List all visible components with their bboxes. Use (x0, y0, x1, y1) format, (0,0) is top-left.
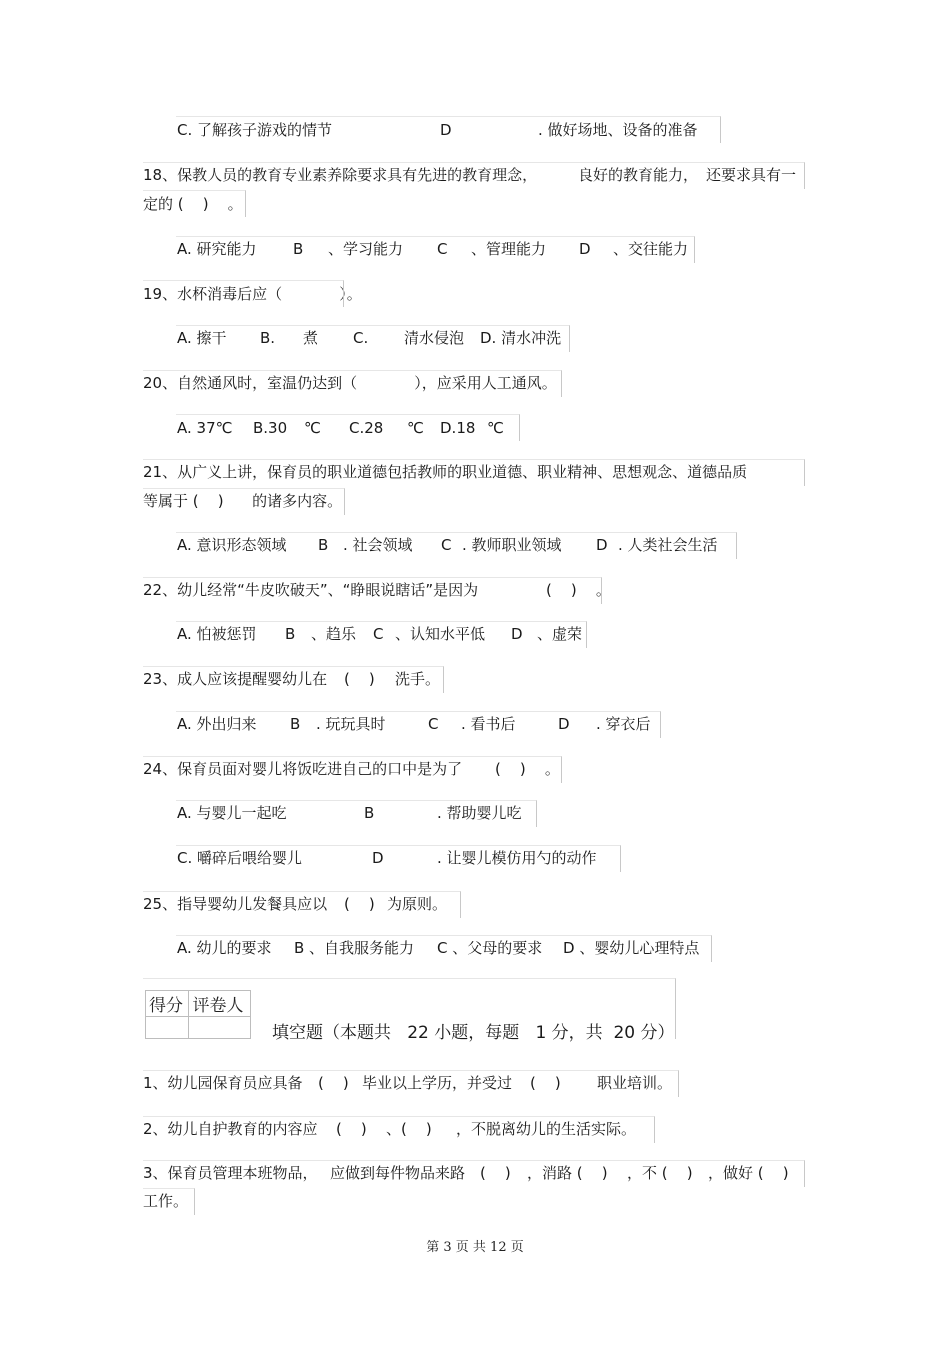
q19-option: D. 清水冲洗 (480, 329, 562, 347)
question-24: 24、保育员面对婴儿将饭吃进自己的口中是为了 (143, 760, 463, 778)
q23-option: . 看书后 (461, 715, 516, 733)
question-18-line2: 定的 ( ) 。 (143, 195, 243, 213)
fill-3-c1: ，消路 ( ) (527, 1164, 608, 1182)
q18-option: B (293, 240, 304, 258)
q23-option: C (428, 715, 439, 733)
line-border (143, 488, 345, 515)
q21-option: . 教师职业领域 (462, 536, 562, 554)
option-d-text: . 做好场地、设备的准备 (538, 121, 698, 139)
q22-option: D (511, 625, 523, 643)
question-18-line1: 18、保教人员的教育专业素养除要求具有先进的教育理念， (143, 166, 538, 184)
fill-2-tail: ，不脱离幼儿的生活实际。 (456, 1120, 637, 1138)
q19-option: A. 擦干 (177, 329, 227, 347)
line-border (143, 577, 602, 604)
q22-option: 、虚荣 (537, 625, 583, 643)
q23-option: . 穿衣后 (596, 715, 651, 733)
q21-option: C (441, 536, 452, 554)
q24-option-d-letter: D (372, 849, 384, 867)
fill-3-blank1: ( ) (480, 1164, 511, 1182)
q22-option: 、认知水平低 (395, 625, 486, 643)
q21-option: . 社会领域 (343, 536, 413, 554)
line-border (143, 280, 344, 307)
q19-option: 煮 (303, 329, 319, 347)
q23-option: . 玩玩具时 (316, 715, 386, 733)
question-25-paren: ( ) (344, 895, 375, 913)
q21-option: . 人类社会生活 (618, 536, 718, 554)
question-18-line1c: 还要求具有一 (706, 166, 797, 184)
q24-option-a: A. 与婴儿一起吃 (177, 804, 287, 822)
grader-label: 评卷人 (189, 991, 251, 1017)
option-c: C. 了解孩子游戏的情节 (177, 121, 333, 139)
line-border (176, 414, 520, 441)
q19-option: B. (260, 329, 276, 347)
question-22-paren: ( ) 。 (546, 581, 611, 599)
fill-3-c2: ，不 ( ) (627, 1164, 693, 1182)
q21-option: D (596, 536, 608, 554)
q18-option: C (437, 240, 448, 258)
line-border (143, 1116, 655, 1143)
q23-option: B (290, 715, 301, 733)
line-border (176, 711, 661, 738)
page-footer: 第 3 页 共 12 页 (426, 1240, 524, 1255)
q18-option: D (579, 240, 591, 258)
q20-option: ℃ (407, 419, 424, 437)
q20-option: A. 37℃ (177, 419, 233, 437)
q25-option: D 、婴幼儿心理特点 (563, 939, 700, 957)
line-border (143, 459, 805, 486)
line-border (176, 532, 737, 559)
question-20: 20、自然通风时，室温仍达到（ ），应采用人工通风。 (143, 374, 557, 392)
line-border (143, 666, 444, 693)
line-border (176, 621, 587, 648)
question-23: 23、成人应该提醒婴幼儿在 (143, 670, 328, 688)
q21-option: A. 意识形态领域 (177, 536, 287, 554)
q18-option: 、学习能力 (328, 240, 404, 258)
question-25: 25、指导婴幼儿发餐具应以 (143, 895, 328, 913)
q25-option: B 、自我服务能力 (294, 939, 415, 957)
question-23-tail: 洗手。 (395, 670, 441, 688)
q20-option: ℃ (487, 419, 504, 437)
q25-option: C 、父母的要求 (437, 939, 543, 957)
q23-option: D (558, 715, 570, 733)
option-d-letter: D (440, 121, 452, 139)
line-border (143, 1160, 805, 1187)
fill-1-blank2: ( ) (530, 1074, 561, 1092)
question-19: 19、水杯消毒后应（ ）。 (143, 285, 362, 303)
line-border (176, 845, 621, 872)
q19-option: C. (353, 329, 369, 347)
q18-option: A. 研究能力 (177, 240, 257, 258)
q20-option: C.28 (349, 419, 384, 437)
line-border (176, 800, 537, 827)
q24-option-b-letter: B (364, 804, 375, 822)
line-border (143, 162, 805, 189)
line-border (143, 756, 562, 783)
q20-option: D.18 (440, 419, 476, 437)
q18-option: 、交往能力 (613, 240, 689, 258)
q21-option: B (318, 536, 329, 554)
line-border (143, 1188, 195, 1215)
q24-option-d-text: . 让婴儿模仿用勺的动作 (437, 849, 597, 867)
fill-1-mid: 毕业以上学历，并受过 (362, 1074, 513, 1092)
question-18-line1b: 良好的教育能力， (578, 166, 699, 184)
q20-option: ℃ (304, 419, 321, 437)
question-24-paren: ( ) 。 (495, 760, 560, 778)
q22-option: B (285, 625, 296, 643)
line-border (143, 190, 246, 217)
line-border (143, 891, 461, 918)
q25-option: A. 幼儿的要求 (177, 939, 272, 957)
fill-2-blank1: ( ) (336, 1120, 367, 1138)
fill-2-mid: 、( ) (386, 1120, 432, 1138)
question-21-line1: 21、从广义上讲，保育员的职业道德包括教师的职业道德、职业精神、思想观念、道德品质 (143, 463, 748, 481)
q23-option: A. 外出归来 (177, 715, 257, 733)
line-border (176, 325, 570, 352)
q22-option: 、趋乐 (311, 625, 357, 643)
question-22: 22、幼儿经常“牛皮吹破天”、“睁眼说瞎话”是因为 (143, 581, 479, 599)
fill-3-a: 3、保育员管理本班物品， (143, 1164, 318, 1182)
fill-1-blank1: ( ) (318, 1074, 349, 1092)
section-title: 填空题（本题共 22 小题，每题 1 分，共 20 分） (272, 1023, 675, 1043)
line-border (176, 935, 712, 962)
q20-option: B.30 (253, 419, 288, 437)
line-border (176, 116, 721, 143)
fill-1: 1、幼儿园保育员应具备 (143, 1074, 303, 1092)
q22-option: A. 怕被惩罚 (177, 625, 257, 643)
question-21-line2: 等属于 ( ) 的诸多内容。 (143, 492, 343, 510)
question-23-paren: ( ) (344, 670, 375, 688)
line-border (143, 370, 562, 397)
line-border (176, 236, 695, 263)
fill-3-c3: ，做好 ( ) (708, 1164, 789, 1182)
fill-3-b: 应做到每件物品来路 (330, 1164, 466, 1182)
line-border (143, 1070, 679, 1097)
q19-option: 清水侵泡 (404, 329, 465, 347)
fill-3-line2: 工作。 (143, 1192, 189, 1210)
score-label: 得分 (146, 991, 189, 1017)
fill-2: 2、幼儿自护教育的内容应 (143, 1120, 318, 1138)
q24-option-b-text: . 帮助婴儿吃 (437, 804, 522, 822)
question-25-tail: 为原则。 (387, 895, 448, 913)
fill-1-tail: 职业培训。 (597, 1074, 673, 1092)
q24-option-c: C. 嚼碎后喂给婴儿 (177, 849, 303, 867)
q18-option: 、管理能力 (471, 240, 547, 258)
q22-option: C (373, 625, 384, 643)
